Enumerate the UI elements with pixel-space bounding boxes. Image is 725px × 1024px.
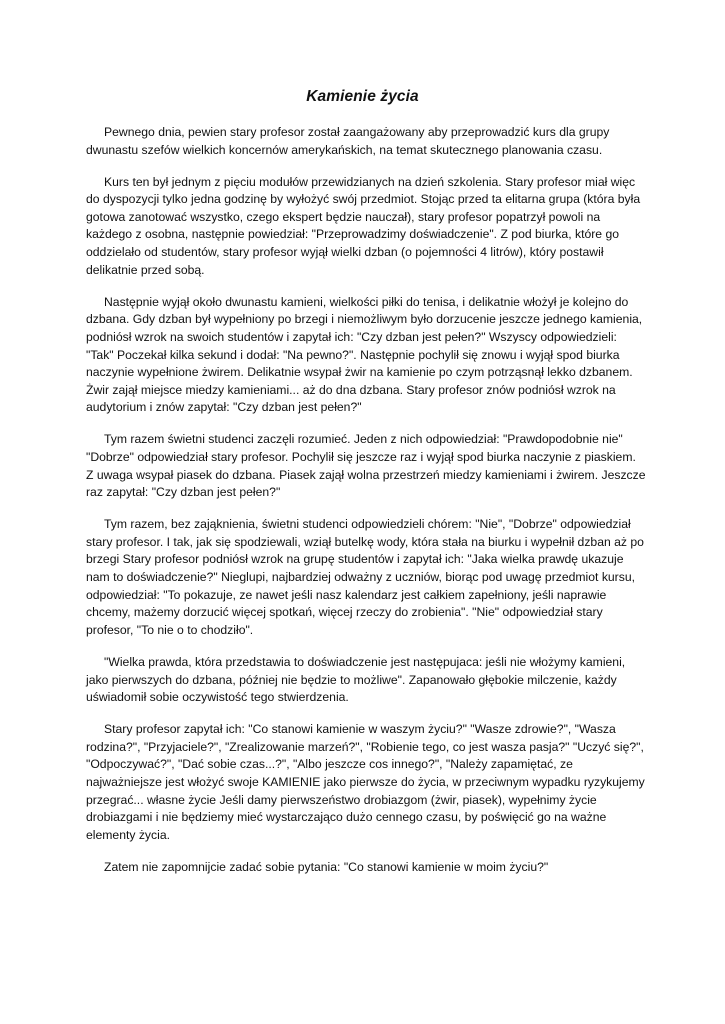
paragraph: Zatem nie zapomnijcie zadać sobie pytania: "Co stanowi kamienie w moim życiu?": [104, 859, 549, 874]
paragraph: "Wielka prawda, która przedstawia to doświadczenie jest następujaca: jeśli nie włożymy kamieni, jako pierwszych do dzbana, później nie będzie to możliwe". Zapanowało głębokie milczenie, każdy uświadomił sobie oczywistość tego stwierdzenia.: [86, 654, 626, 705]
paragraph: Tym razem, bez zająknienia, świetni studenci odpowiedzieli chórem: "Nie", "Dobrze" odpowiedział stary profesor. I tak, jak się spodziewali, wziął butelkę wody, która stała na biurku i wypełnił dzban aż po brzegi Stary profesor podniósł wzrok na grupę studentów i zapytał ich: "Jaka wielka prawdę ukazuje nam to doświadczenie?" Nieglupi, najbardziej odważny z uczniów, biorąc pod uwagę przedmiot kursu, odpowiedział: "To pokazuje, ze nawet jeśli nasz kalendarz jest całkiem zapełniony, jeśli naprawie chcemy, mażemy dorzucić więcej spotkań, więcej rzeczy do zrobienia". "Nie" odpowiedział stary profesor, "To nie o to chodziło".: [86, 517, 644, 637]
document-body: [86, 124, 646, 891]
paragraph: Tym razem świetni studenci zaczęli rozumieć. Jeden z nich odpowiedział: "Prawdopodobnie nie" "Dobrze" odpowiedział stary profesor. Pochylił się jeszcze raz i wyjął spod biurka naczynie z piaskiem. Z uwaga wsypał piasek do dzbana. Piasek zajął wolna przestrzeń miedzy kamieniami i żwirem. Jeszcze raz zapytał: "Czy dzban jest pełen?": [86, 432, 646, 500]
paragraph: Następnie wyjął około dwunastu kamieni, wielkości piłki do tenisa, i delikatnie włożył je kolejno do dzbana. Gdy dzban był wypełniony po brzegi i niemożliwym było dorzucenie jeszcze jednego kamienia, podniósł wzrok na swoich studentów i zapytał ich: "Czy dzban jest pełen?" Wszyscy odpowiedzieli: "Tak" Poczekał kilka sekund i dodał: "Na pewno?". Następnie pochylił się znowu i wyjął spod biurka naczynie wypełnione żwirem. Delikatnie wsypał żwir na kamienie po czym potrząsnął lekko dzbanem. Żwir zajął miejsce miedzy kamieniami... aż do dna dzbana. Stary profesor znów podniósł wzrok na audytorium i znów zapytał: "Czy dzban jest pełen?": [86, 294, 643, 415]
document-title: Kamienie życia: [306, 88, 419, 105]
paragraph: Pewnego dnia, pewien stary profesor został zaangażowany aby przeprowadzić kurs dla grupy dwunastu szefów wielkich koncernów amerykańskich, na temat skutecznego planowania czasu.: [86, 125, 610, 157]
paragraph: Kurs ten był jednym z pięciu modułów przewidzianych na dzień szkolenia. Stary profesor miał więc do dyspozycji tylko jedna godzinę by wyłożyć swój przedmiot. Stojąc przed ta elitarna grupa (która była gotowa zanotować wszystko, czego ekspert będzie nauczał), stary profesor popatrzył powoli na każdego z osobna, następnie powiedział: "Przeprowadzimy doświadczenie". Z pod biurka, które go oddzielało od studentów, stary profesor wyjął wielki dzban (o pojemności 4 litrów), który postawił delikatnie przed sobą.: [86, 174, 641, 277]
paragraph: Stary profesor zapytał ich: "Co stanowi kamienie w waszym życiu?" "Wasze zdrowie?", "Wasza rodzina?", "Przyjaciele?", "Zrealizowanie marzeń?", "Robienie tego, co jest wasza pasja?" "Uczyć się?", "Odpoczywać?", "Dać sobie czas...?", "Albo jeszcze cos innego?", "Należy zapamiętać, ze najważniejsze jest włożyć swoje KAMIENIE jako pierwsze do życia, w przeciwnym wypadku ryzykujemy przegrać... własne życie Jeśli damy pierwszeństwo drobiazgom (żwir, piasek), wypełnimy życie drobiazgami i nie będziemy mieć wystarczająco dużo cennego czasu, by poświęcić go na ważne elementy życia.: [86, 722, 645, 842]
